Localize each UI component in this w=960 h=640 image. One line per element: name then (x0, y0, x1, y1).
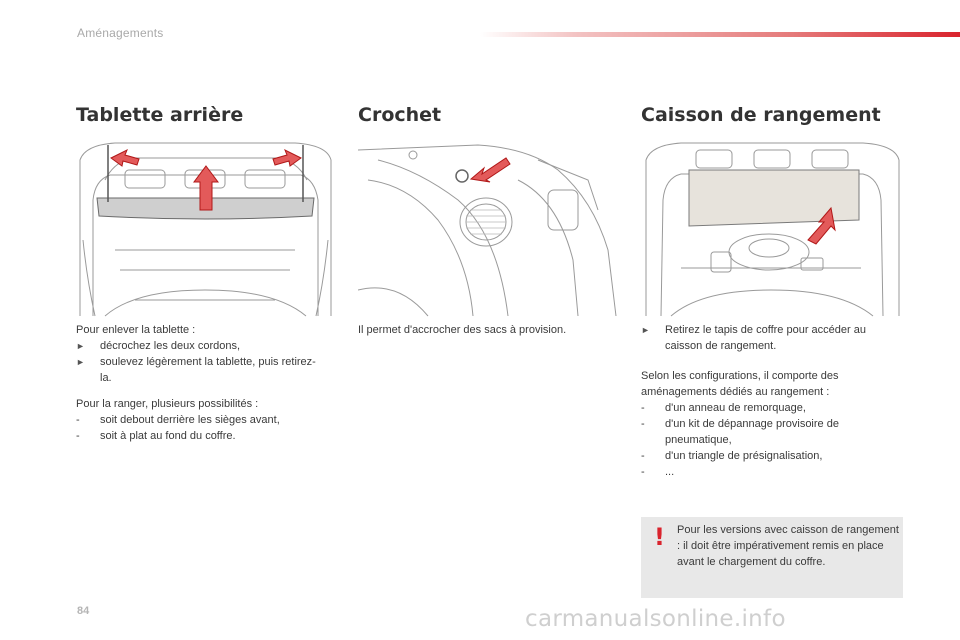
list-item: - ... (641, 466, 675, 478)
storage-box-item-1: d'un anneau de remorquage, (665, 402, 806, 414)
rear-shelf-instructions (76, 322, 326, 444)
storage-box-drawing (641, 140, 903, 318)
rear-shelf-option-2: soit à plat au fond du coffre. (100, 430, 236, 442)
storage-box-item-2: d'un kit de dépannage provisoire de pneumatique, (665, 418, 839, 446)
list-item (76, 338, 326, 354)
warning-text: Pour les versions avec caisson de rangement : il doit être impérativement remis en place avant le chargement du coffre. (677, 524, 899, 568)
list-item (76, 354, 326, 386)
list-item: - soit debout derrière les sièges avant, (76, 414, 280, 426)
hook-description (358, 322, 608, 338)
hook-icon (456, 170, 468, 182)
list-item: - d'un triangle de présignalisation, (641, 450, 823, 462)
section-title-rear-shelf: Tablette arrière (76, 104, 244, 126)
rear-parcel-shelf-illustration (75, 140, 336, 318)
list-item: - d'un kit de dépannage provisoire de pneumatique, (641, 416, 903, 448)
exclamation-icon: ! (654, 523, 665, 551)
section-title-storage-box: Caisson de rangement (641, 104, 881, 126)
arrow-bullet-icon: ► (76, 357, 85, 367)
storage-box-step-1: Retirez le tapis de coffre pour accéder au caisson de rangement. (665, 324, 866, 352)
rear-shelf-drawing (75, 140, 336, 318)
storage-box-illustration (641, 140, 903, 318)
arrow-bullet-icon: ► (76, 341, 85, 351)
hook-text: Il permet d'accrocher des sacs à provision. (358, 324, 567, 336)
rear-shelf-intro: Pour enlever la tablette : (76, 324, 196, 336)
list-item (641, 322, 903, 354)
arrow-bullet-icon: ► (641, 325, 650, 335)
header-section-title: Aménagements (77, 26, 164, 40)
list-item: - soit à plat au fond du coffre. (76, 430, 236, 442)
storage-box-config-intro: Selon les configurations, il comporte des aménagements dédiés au rangement : (641, 370, 839, 398)
boot-hook-drawing (358, 140, 618, 318)
list-item: - d'un anneau de remorquage, (641, 402, 806, 414)
rear-shelf-step-1: décrochez les deux cordons, (100, 340, 241, 352)
warning-box (641, 517, 903, 598)
storage-box-item-4: ... (665, 466, 675, 478)
rear-shelf-storage-intro: Pour la ranger, plusieurs possibilités : (76, 398, 259, 410)
rear-shelf-option-1: soit debout derrière les sièges avant, (100, 414, 280, 426)
page-number: 84 (77, 605, 90, 617)
section-title-hook: Crochet (358, 104, 442, 126)
rear-shelf-step-2: soulevez légèrement la tablette, puis retirez-la. (100, 356, 316, 384)
watermark: carmanualsonline.info (525, 606, 786, 632)
storage-box-item-3: d'un triangle de présignalisation, (665, 450, 823, 462)
boot-hook-illustration (358, 140, 618, 318)
storage-box-instructions (641, 322, 903, 480)
header-accent-bar (480, 32, 960, 37)
